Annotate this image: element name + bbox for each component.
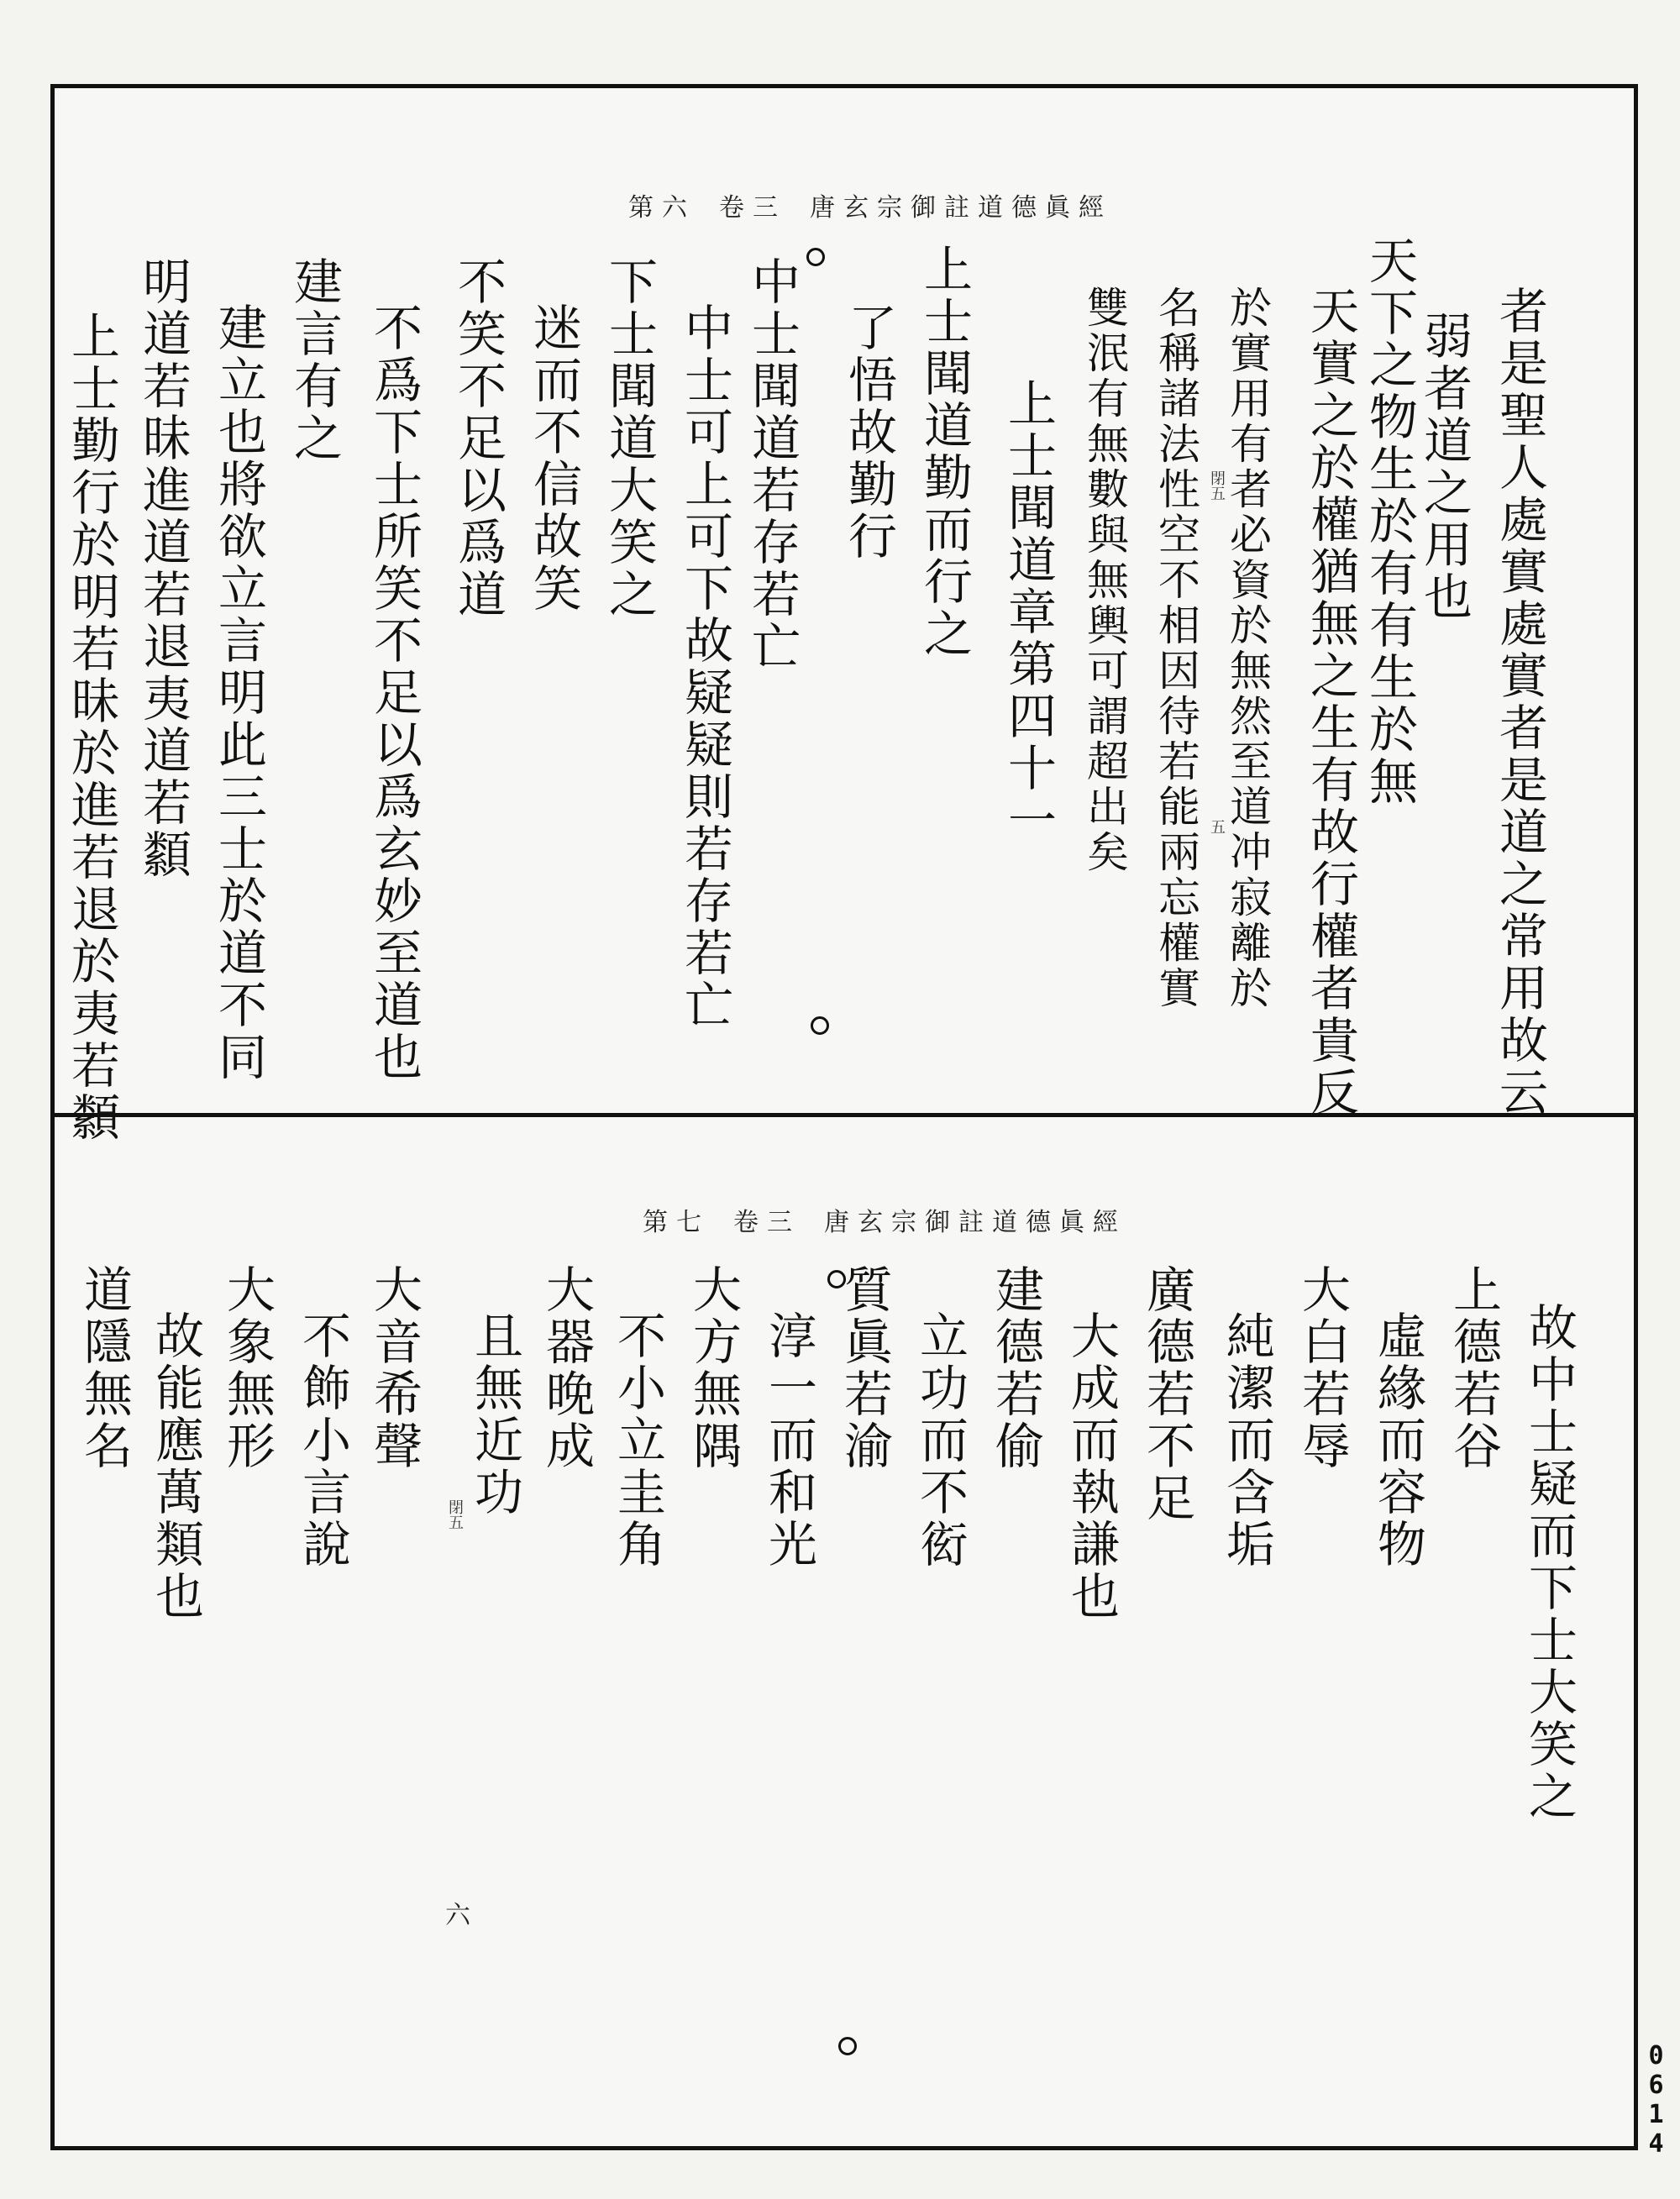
- top-column-9: 上士聞道勤而行之: [916, 244, 973, 660]
- punctuation-circle-mark: [827, 1270, 846, 1288]
- top-column-20: 上士勤行於明若昧於進若退於夷若纇: [63, 311, 120, 1144]
- top-column-11: 中士聞道若存若亡: [743, 256, 801, 673]
- bottom-column-3: 虛緣而容物: [1369, 1310, 1426, 1571]
- punctuation-circle-mark: [838, 2037, 857, 2055]
- bottom-column-2: 上德若谷: [1445, 1264, 1502, 1472]
- top-margin-note-1: 閉五: [1208, 470, 1226, 501]
- bottom-margin-note: 閉五: [446, 1499, 464, 1530]
- top-column-2: 弱者道之用也: [1415, 311, 1473, 623]
- bottom-column-7: 大成而執謙也: [1063, 1310, 1120, 1623]
- bottom-column-16: 大音希聲: [365, 1264, 423, 1472]
- bottom-column-19: 故能應萬類也: [147, 1310, 204, 1623]
- bottom-header-title: 唐玄宗御註道德眞經: [824, 1208, 1126, 1237]
- bottom-column-8: 建德若偷: [987, 1264, 1044, 1472]
- bottom-header-volume: 卷三: [733, 1208, 801, 1237]
- top-column-4: 天實之於權猶無之生有故行權者貴反: [1302, 286, 1359, 1119]
- top-column-16: 不爲下士所笑不足以爲玄妙至道也: [365, 302, 423, 1084]
- top-column-12: 中士可上可下故疑疑則若存若亡: [676, 302, 733, 1031]
- bottom-column-13: 不小立圭角: [609, 1310, 666, 1571]
- top-column-5: 於實用有者必資於無然至道冲寂離於: [1223, 286, 1272, 1011]
- top-column-14: 迷而不信故笑: [525, 302, 582, 615]
- bottom-header-page: 第七: [643, 1208, 710, 1237]
- bottom-column-4: 大白若辱: [1294, 1264, 1351, 1472]
- bottom-folio-number: 六: [445, 1901, 470, 1930]
- page-divider: [50, 1113, 1638, 1117]
- top-column-18: 建立也將欲立言明此三士於道不同: [210, 302, 267, 1084]
- punctuation-circle-mark: [806, 248, 825, 266]
- bottom-column-5: 純潔而含垢: [1218, 1310, 1275, 1571]
- top-column-8: 上士聞道章第四十一: [1000, 378, 1057, 847]
- top-column-13: 下士聞道大笑之: [601, 256, 658, 621]
- bottom-column-17: 不飾小言說: [294, 1310, 351, 1571]
- bottom-page-header: [643, 1201, 1126, 1238]
- top-column-15: 不笑不足以爲道: [449, 256, 507, 621]
- top-column-17: 建言有之: [286, 256, 343, 464]
- bottom-column-14: 大器晚成: [538, 1264, 595, 1472]
- bottom-column-10: 質眞若渝: [836, 1264, 893, 1472]
- bottom-column-11: 淳一而和光: [760, 1310, 817, 1571]
- bottom-column-12: 大方無隅: [685, 1264, 742, 1472]
- top-margin-note-2: 五: [1208, 819, 1226, 834]
- bottom-column-1: 故中士疑而下士大笑之: [1520, 1302, 1578, 1823]
- bottom-column-18: 大象無形: [218, 1264, 276, 1472]
- top-column-6: 名稱諸法性空不相因待若能兩忘權實: [1152, 286, 1200, 1011]
- bottom-column-9: 立功而不衒: [911, 1310, 969, 1571]
- punctuation-circle-mark: [811, 1016, 829, 1035]
- top-column-3: 天下之物生於有有生於無: [1361, 235, 1418, 808]
- top-column-7: 雙泯有無數與無輿可謂超出矣: [1080, 286, 1129, 875]
- top-header-title: 唐玄宗御註道德眞經: [810, 193, 1112, 223]
- top-column-10: 了悟故勤行: [840, 302, 897, 563]
- bottom-column-6: 廣德若不足: [1138, 1264, 1195, 1525]
- top-column-1: 者是聖人處實處實者是道之常用故云: [1491, 286, 1548, 1119]
- side-page-id: 0614: [1641, 2041, 1671, 2159]
- bottom-column-15: 且無近功: [466, 1310, 523, 1519]
- top-header-page: 第六: [628, 193, 696, 223]
- top-header-volume: 卷三: [719, 193, 786, 223]
- top-column-19: 明道若昧進道若退夷道若纇: [134, 256, 192, 881]
- top-page-header: [628, 186, 1112, 223]
- bottom-column-20: 道隱無名: [76, 1264, 133, 1472]
